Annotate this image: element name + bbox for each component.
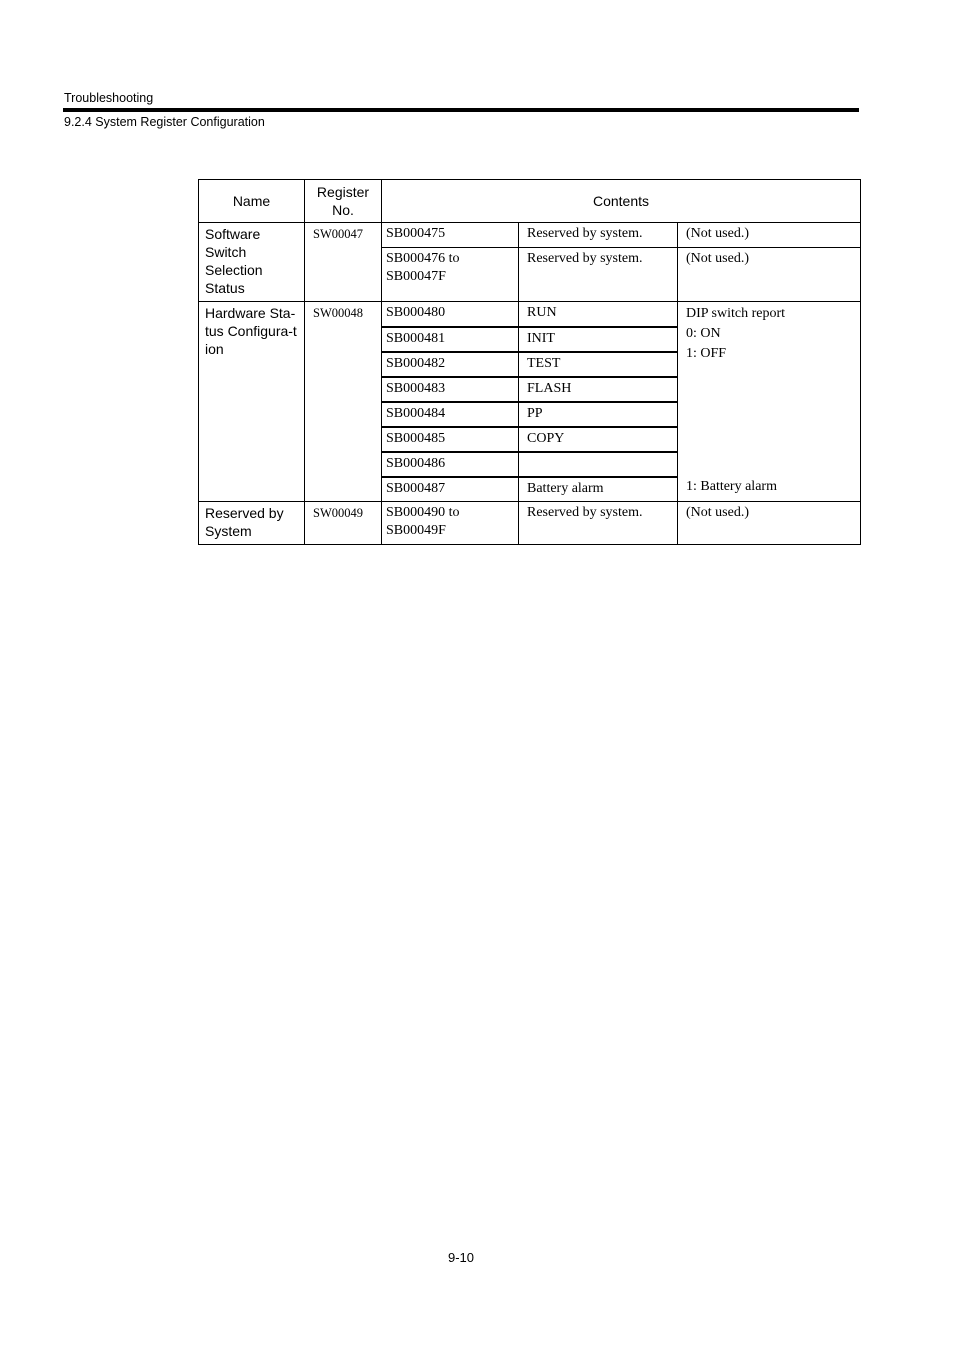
bit-number: SB000475 [382, 223, 519, 248]
bit-description: Reserved by system. [519, 501, 678, 544]
table-header-row [199, 180, 861, 223]
bit-number: SB000484 [382, 402, 519, 427]
bit-description: INIT [519, 327, 678, 352]
bit-note: (Not used.) [678, 501, 861, 544]
note-line: 1: OFF [686, 346, 727, 361]
col-header-register [305, 180, 382, 223]
system-register-table [198, 179, 861, 545]
bit-number: SB000486 [382, 452, 519, 477]
battery-alarm-note: 1: Battery alarm [686, 478, 777, 494]
header-rule [63, 108, 859, 112]
bit-description: TEST [519, 352, 678, 377]
bit-number: SB000485 [382, 427, 519, 452]
bit-number: SB000480 [382, 302, 519, 327]
col-header-name: Name [199, 180, 305, 223]
table-row [199, 501, 861, 544]
table-row [199, 302, 861, 327]
bit-description: PP [519, 402, 678, 427]
dip-switch-note [678, 302, 861, 502]
group-name-text: Reserved by System [205, 504, 284, 539]
register-number: SW00049 [305, 501, 382, 544]
register-number: SW00047 [305, 223, 382, 302]
group-name-text: Hardware Sta-tus Configura-tion [205, 305, 297, 357]
table-row [199, 223, 861, 248]
section-title: 9.2.4 System Register Configuration [64, 115, 265, 129]
register-number: SW00048 [305, 302, 382, 502]
bit-number: SB000482 [382, 352, 519, 377]
bit-description: FLASH [519, 377, 678, 402]
bit-number-text: SB000490 to SB00049F [386, 504, 460, 538]
bit-note: (Not used.) [678, 223, 861, 248]
bit-number-text: SB000476 to SB00047F [386, 250, 460, 284]
col-header-register-label: Register No. [316, 184, 370, 218]
bit-description: Battery alarm [519, 477, 678, 502]
note-line: 0: ON [686, 326, 721, 341]
bit-number: SB000483 [382, 377, 519, 402]
col-header-contents: Contents [382, 180, 861, 223]
group-name [199, 302, 305, 502]
bit-number: SB000487 [382, 477, 519, 502]
bit-number [382, 501, 519, 544]
bit-description [519, 452, 678, 477]
bit-number: SB000481 [382, 327, 519, 352]
bit-description: Reserved by system. [519, 247, 678, 301]
bit-description: RUN [519, 302, 678, 327]
bit-description: Reserved by system. [519, 223, 678, 248]
page-number: 9-10 [447, 1250, 475, 1265]
note-line: DIP switch report [686, 306, 786, 321]
bit-description: COPY [519, 427, 678, 452]
bit-note: (Not used.) [678, 247, 861, 301]
group-name [199, 501, 305, 544]
chapter-title: Troubleshooting [64, 91, 154, 105]
bit-number [382, 247, 519, 301]
group-name: Software Switch Selection Status [199, 223, 305, 302]
